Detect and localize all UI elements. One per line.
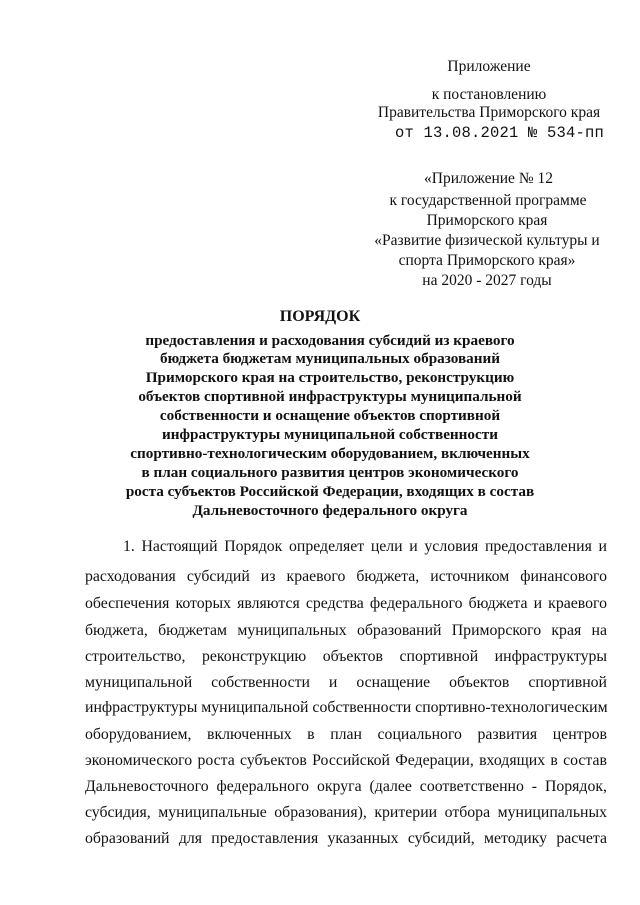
resolution-date-number: от 13.08.2021 № 534-пп (395, 124, 605, 142)
appendix-label: Приложение (447, 58, 531, 75)
subtitle-line: собственности и оснащение объектов спортивной (159, 407, 501, 424)
body-line: обеспечения которых являются средства федерального бюджета и краевого (85, 595, 607, 612)
resolution-reference: к постановлению (431, 86, 547, 103)
program-appendix-label: «Приложение № 12 (424, 170, 553, 187)
body-line: инфраструктуры муниципальной собственности спортивно-технологическим (85, 699, 608, 716)
body-line: оборудованием, включенных в план социального развития центров (85, 726, 607, 743)
subtitle-line: спортивно-технологическим оборудованием, включенных (130, 445, 530, 462)
body-line: 1. Настоящий Порядок определяет цели и условия предоставления и (123, 538, 607, 555)
subtitle-line: бюджета бюджетам муниципальных образований (159, 350, 501, 367)
program-period: на 2020 - 2027 годы (422, 272, 552, 289)
subtitle-line: в план социального развития центров экономического (141, 464, 519, 481)
program-reference: к государственной программе (389, 192, 587, 209)
program-region: Приморского края (426, 212, 548, 229)
subtitle-line: объектов спортивной инфраструктуры муниципальной (138, 388, 522, 405)
body-line: образований для предоставления указанных субсидий, методику расчета (85, 830, 607, 847)
subtitle-line: роста субъектов Российской Федерации, входящих в состав (125, 483, 535, 500)
body-line: строительство, реконструкцию объектов спортивной инфраструктуры (85, 648, 607, 665)
body-line: расходования субсидий из краевого бюджета, источником финансового (85, 568, 607, 585)
body-line: муниципальной собственности и оснащение объектов спортивной (85, 674, 607, 691)
body-line: бюджета, бюджетам муниципальных образований Приморского края на (85, 622, 607, 639)
government-name: Правительства Приморского края (377, 104, 601, 121)
subtitle-line: предоставления и расходования субсидий из краевого (145, 332, 515, 349)
subtitle-line: Дальневосточного федерального округа (192, 502, 468, 519)
subtitle-line: Приморского края на строительство, реконструкцию (145, 369, 515, 386)
body-line: Дальневосточного федерального округа (далее соответственно - Порядок, (85, 778, 607, 795)
program-name-line2: спорта Приморского края» (398, 252, 576, 269)
subtitle-line: инфраструктуры муниципальной собственности (162, 426, 498, 443)
body-line: экономического роста субъектов Российской Федерации, входящих в состав (85, 752, 607, 769)
program-name-line1: «Развитие физической культуры и (374, 232, 600, 249)
document-title: ПОРЯДОК (279, 308, 361, 325)
body-line: субсидия, муниципальные образования), критерии отбора муниципальных (85, 804, 607, 821)
